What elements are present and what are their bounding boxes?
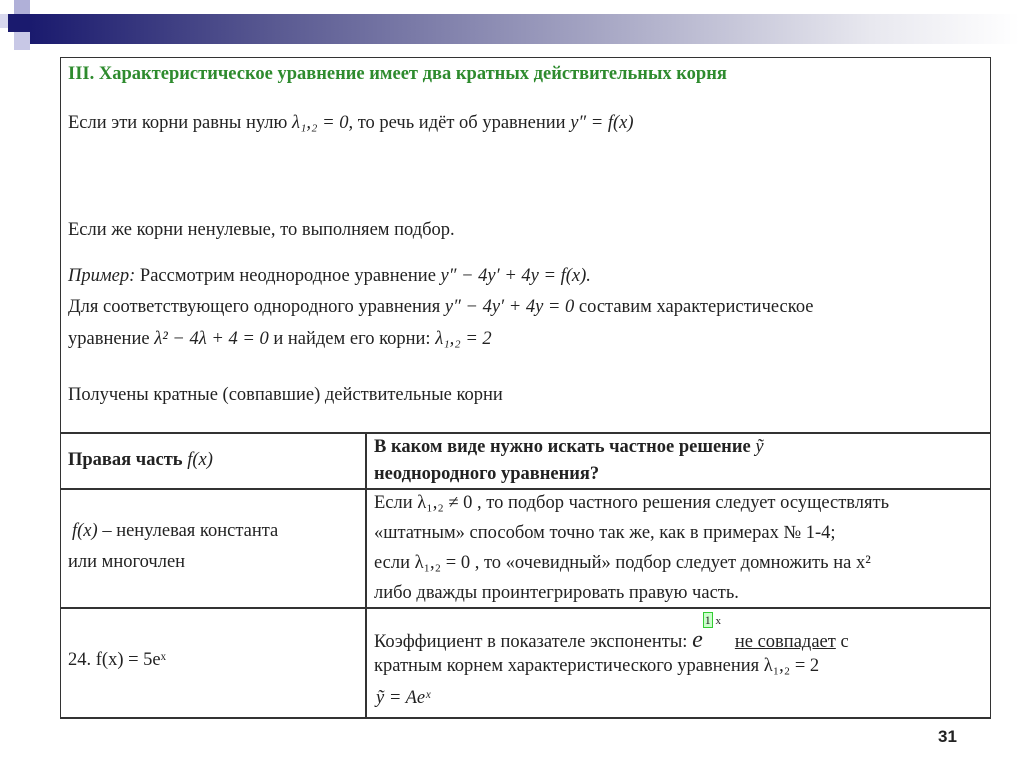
paragraph: Пример: Рассмотрим неоднородное уравнение y″ − 4y′ + 4y = f(x). <box>68 266 591 286</box>
table-cell: либо дважды проинтегрировать правую часть. <box>374 583 739 603</box>
decor-square <box>14 32 30 50</box>
table-header-cell: В каком виде нужно искать частное решение ỹ <box>374 437 764 457</box>
table-cell: Коэффициент в показателе экспоненты: $e^{1 x}$ не совпадает с <box>374 612 849 653</box>
paragraph: Получены кратные (совпавшие) действительные корни <box>68 385 503 405</box>
table-header-cell: неоднородного уравнения? <box>374 464 600 484</box>
table-cell: или многочлен <box>68 552 186 572</box>
table-line <box>60 488 990 490</box>
table-cell: ỹ = Aeˣ <box>376 688 431 708</box>
table-cell: «штатным» способом точно так же, как в примерах № 1-4; <box>374 523 836 543</box>
table-cell: f(x) – ненулевая константа <box>72 521 279 541</box>
table-line <box>365 432 367 718</box>
paragraph: Если же корни ненулевые, то выполняем подбор. <box>68 220 455 240</box>
table-line <box>60 717 990 719</box>
decor-square <box>14 0 30 14</box>
table-line <box>60 607 990 609</box>
page-number: 31 <box>938 727 957 746</box>
paragraph: Для соответствующего однородного уравнения y″ − 4y′ + 4y = 0 составим характеристическое <box>68 297 814 317</box>
header-bar <box>30 14 1020 44</box>
paragraph: уравнение λ² − 4λ + 4 = 0 и найдем его корни: λ₁,₂ = 2 <box>68 329 492 349</box>
table-line <box>60 432 990 434</box>
paragraph: Если эти корни равны нулю λ₁,₂ = 0, то речь идёт об уравнении y″ = f(x) <box>68 113 634 133</box>
decor-square <box>8 14 30 32</box>
table-cell: если λ₁,₂ = 0 , то «очевидный» подбор следует домножить на x² <box>374 553 871 573</box>
table-cell: Если λ₁,₂ ≠ 0 , то подбор частного решения следует осуществлять <box>374 493 890 513</box>
table-header-cell: Правая часть f(x) <box>68 450 213 470</box>
table-cell: 24. f(x) = 5eˣ <box>68 650 166 670</box>
table-cell: кратным корнем характеристического уравнения λ₁,₂ = 2 <box>374 656 820 676</box>
section-title: III. Характеристическое уравнение имеет два кратных действительных корня <box>68 64 727 84</box>
